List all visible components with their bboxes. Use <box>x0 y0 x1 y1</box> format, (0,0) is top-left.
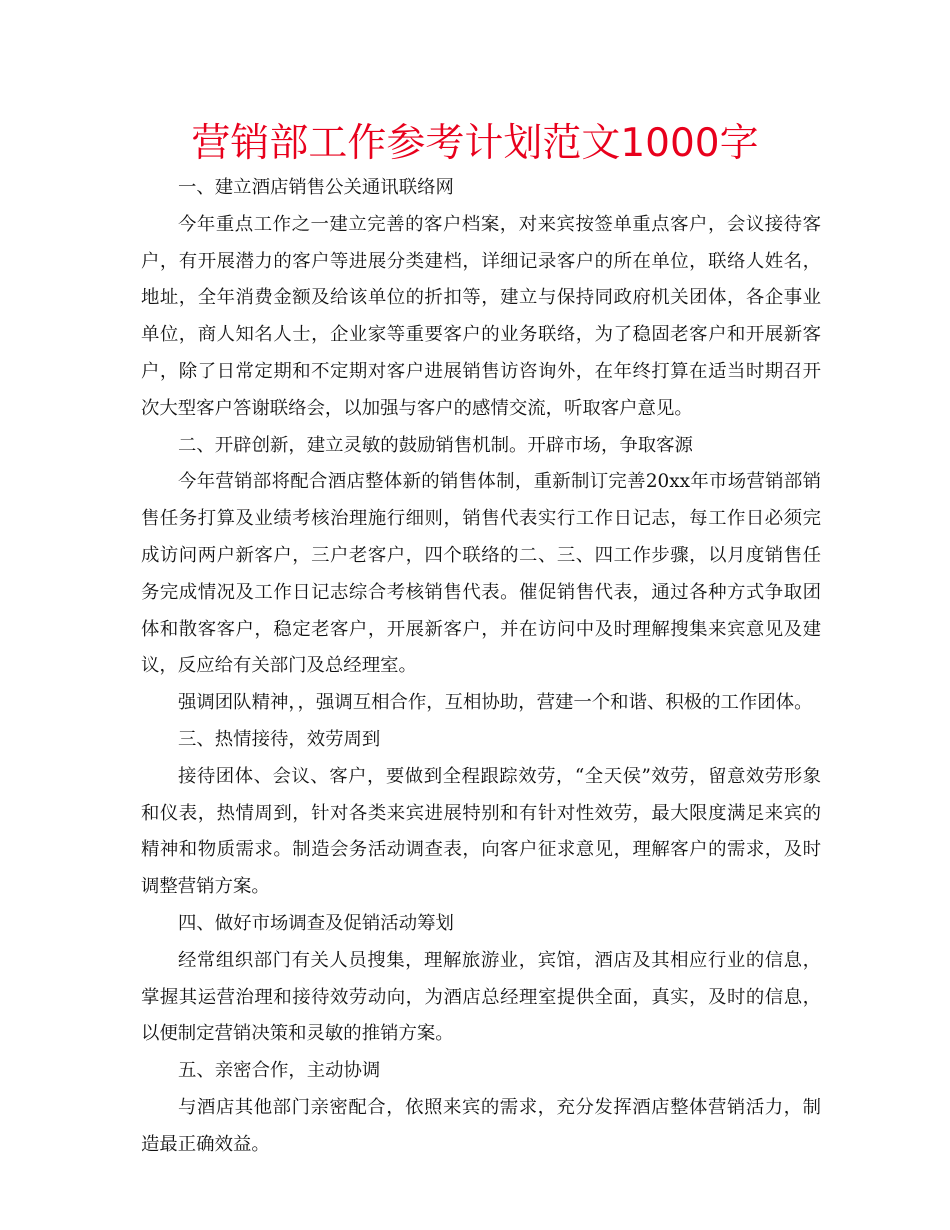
body-paragraph-6: 与酒店其他部门亲密配合，依照来宾的需求，充分发挥酒店整体营销活力，制造最正确效益。 <box>141 1096 821 1155</box>
section-heading-3: 三、热情接待，效劳周到 <box>178 728 381 750</box>
document-title: 营销部工作参考计划范文1000字 <box>191 121 759 166</box>
body-paragraph-5: 经常组织部门有关人员搜集，理解旅游业，宾馆，酒店及其相应行业的信息，掌握其运营治理和接待效劳动向，为酒店总经理室提供全面，真实，及时的信息，以便制定营销决策和灵敏的推销方案。 <box>141 949 821 1045</box>
section-heading-5: 五、亲密合作，主动协调 <box>178 1060 381 1082</box>
body-paragraph-3: 强调团队精神，，强调互相合作，互相协助，营建一个和谐、积极的工作团体。 <box>178 692 813 714</box>
document-body <box>141 170 821 1164</box>
body-paragraph-4: 接待团体、会议、客户，要做到全程跟踪效劳，“全天侯”效劳，留意效劳形象和仪表，热情周到，针对各类来宾进展特别和有针对性效劳，最大限度满足来宾的精神和物质需求。制造会务活动调查表，向客户征求意见，理解客户的需求，及时调整营销方案。 <box>141 765 821 898</box>
body-paragraph-1: 今年重点工作之一建立完善的客户档案，对来宾按签单重点客户，会议接待客户，有开展潜力的客户等进展分类建档，详细记录客户的所在单位，联络人姓名，地址，全年消费金额及给该单位的折扣等，建立与保持同政府机关团体，各企事业单位，商人知名人士，企业家等重要客户的业务联络，为了稳固老客户和开展新客户，除了日常定期和不定期对客户进展销售访咨询外，在年终打算在适当时期召开次大型客户答谢联络会，以加强与客户的感情交流，听取客户意见。 <box>141 213 821 419</box>
section-heading-4: 四、做好市场调查及促销活动筹划 <box>178 912 454 934</box>
section-heading-1: 一、建立酒店销售公关通讯联络网 <box>178 177 454 198</box>
section-heading-2: 二、开辟创新，建立灵敏的鼓励销售机制。开辟市场，争取客源 <box>178 434 693 456</box>
body-paragraph-2: 今年营销部将配合酒店整体新的销售体制，重新制订完善20xx年市场营销部销售任务打算及业绩考核治理施行细则，销售代表实行工作日记志，每工作日必须完成访问两户新客户，三户老客户，四个联络的二、三、四工作步骤，以月度销售任务完成情况及工作日记志综合考核销售代表。催促销售代表，通过各种方式争取团体和散客客户，稳定老客户，开展新客户，并在访问中及时理解搜集来宾意见及建议，反应给有关部门及总经理室。 <box>141 471 821 677</box>
